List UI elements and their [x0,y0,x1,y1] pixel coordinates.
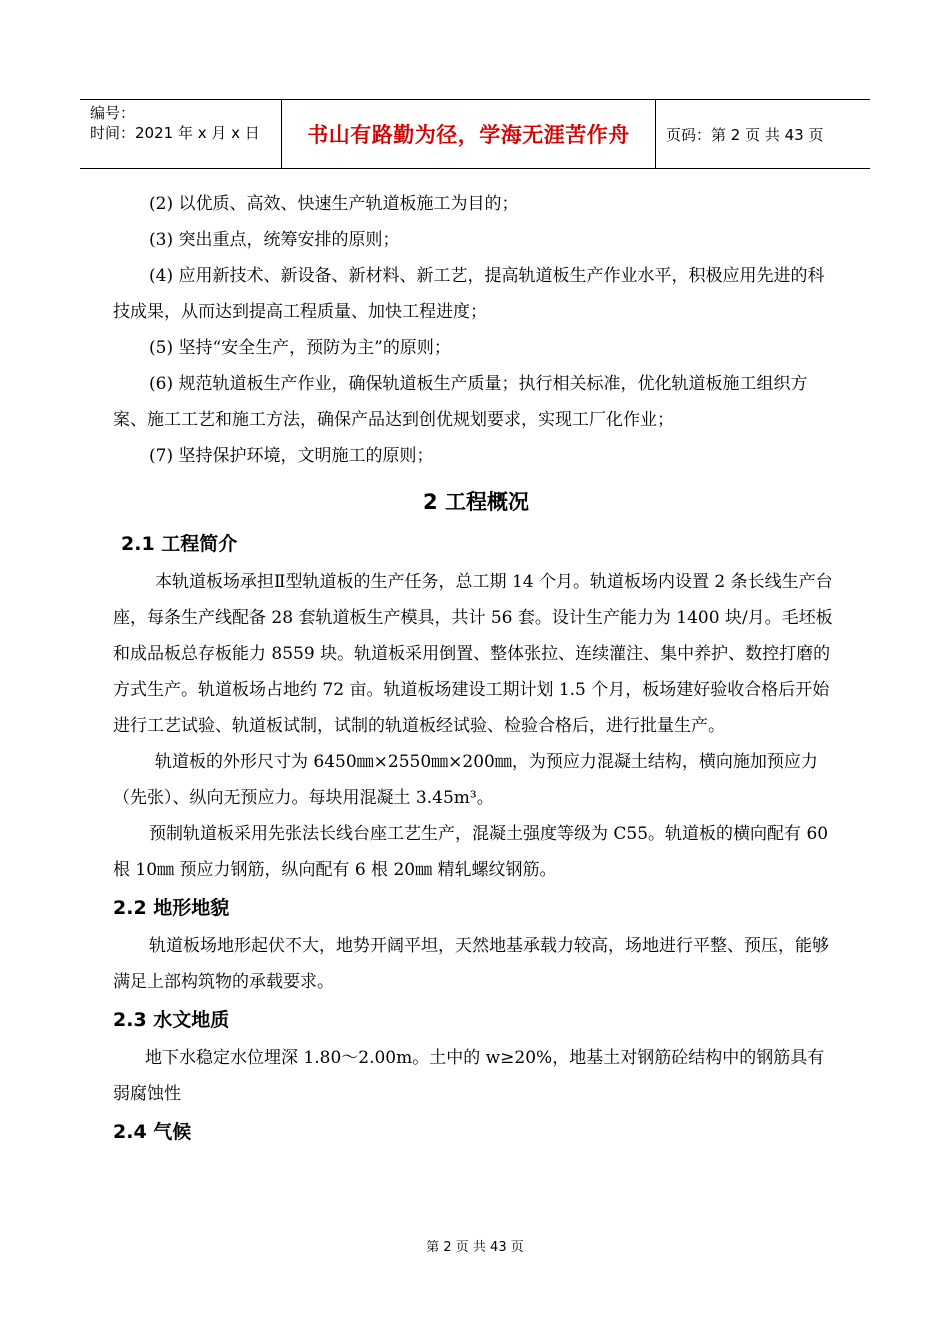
list-item: (7) 坚持保护环境，文明施工的原则； [149,446,434,466]
header-motto: 书山有路勤为径，学海无涯苦作舟 [282,100,656,168]
paragraph: 地下水稳定水位埋深 1.80～2.00m。土中的 w≥20%，地基土对钢筋砼结构中的钢筋具有弱腐蚀性 [113,1048,825,1104]
subsection-title: 2.1 工程简介 [121,533,238,555]
paragraph: 轨道板的外形尺寸为 6450㎜×2550㎜×200㎜，为预应力混凝土结构，横向施加预应力（先张）、纵向无预应力。每块用混凝土 3.45m³。 [113,752,818,808]
page-footer: 第 2 页 共 43 页 [426,1240,524,1255]
number-label: 编号： [90,104,136,122]
subsection-title: 2.3 水文地质 [113,1009,230,1031]
paragraph: 本轨道板场承担Ⅱ型轨道板的生产任务，总工期 14 个月。轨道板场内设置 2 条长线生产台座，每条生产线配备 28 套轨道板生产模具，共计 56 套。设计生产能力为 1400 块/月。毛坯板和成品板总存板能力 8559 块。轨道板采用倒置、整体张拉、连续灌注、集中养护、数控打磨的方式生产。轨道板场占地约 72 亩。轨道板场建设工期计划 1.5 个月，板场建好验收合格后开始进行工艺试验、轨道板试制，试制的轨道板经试验、检验合格后，进行批量生产。 [113,572,833,736]
document-header [80,99,870,169]
paragraph: 轨道板场地形起伏不大，地势开阔平坦，天然地基承载力较高，场地进行平整、预压，能够满足上部构筑物的承载要求。 [113,936,829,992]
paragraph: 预制轨道板采用先张法长线台座工艺生产，混凝土强度等级为 C55。轨道板的横向配有 60 根 10㎜ 预应力钢筋，纵向配有 6 根 20㎜ 精轧螺纹钢筋。 [113,824,829,880]
section-title: 2 工程概况 [423,490,529,514]
list-item: (6) 规范轨道板生产作业，确保轨道板生产质量；执行相关标准，优化轨道板施工组织方案、施工工艺和施工方法，确保产品达到创优规划要求，实现工厂化作业； [113,374,808,430]
header-meta [80,100,282,168]
header-page-label: 页码：第 2 页 共 43 页 [666,125,824,144]
time-label: 时间：2021 年 x 月 x 日 [90,124,260,142]
list-item: (3) 突出重点，统筹安排的原则； [149,230,400,250]
document-body [113,186,839,1152]
list-item: (2) 以优质、高效、快速生产轨道板施工为目的； [149,194,519,214]
subsection-title: 2.4 气候 [113,1121,192,1143]
list-item: (4) 应用新技术、新设备、新材料、新工艺，提高轨道板生产作业水平，积极应用先进的科技成果，从而达到提高工程质量、加快工程进度； [113,266,825,322]
subsection-title: 2.2 地形地貌 [113,897,230,919]
list-item: (5) 坚持“安全生产，预防为主”的原则； [149,338,451,358]
